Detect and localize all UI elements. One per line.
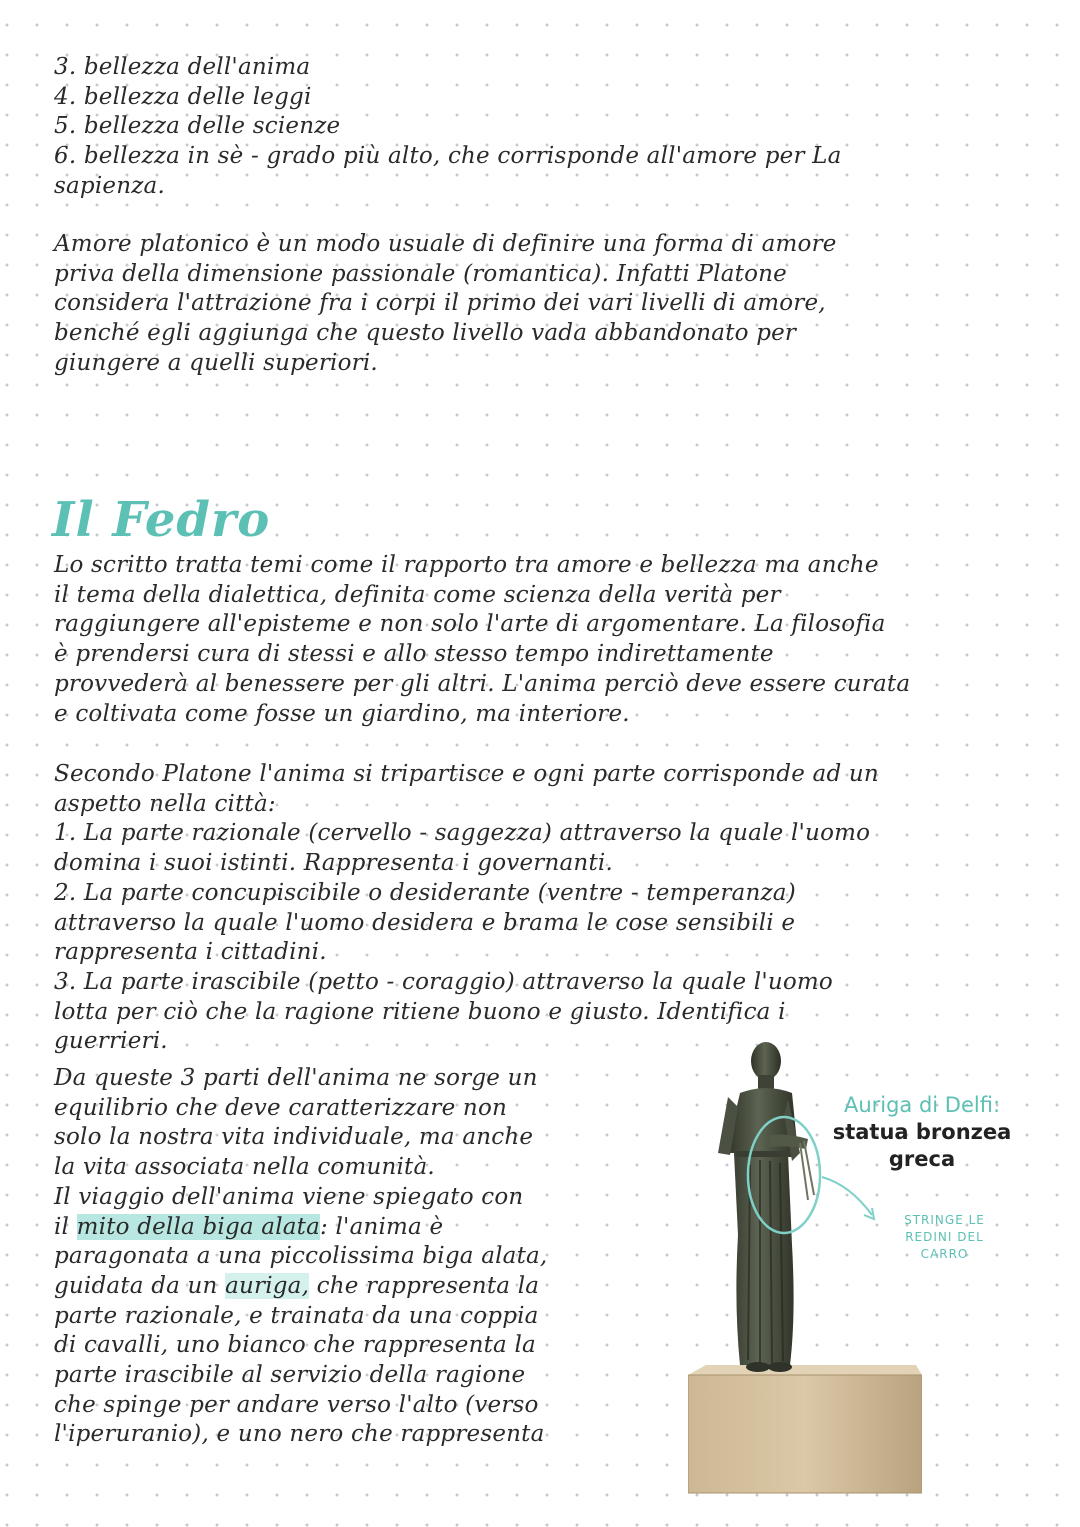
text-line: paragonata a una piccolissima biga alata, — [54, 1243, 548, 1270]
annotation-line: REDINI DEL — [905, 1230, 984, 1244]
text-line: e coltivata come fosse un giardino, ma interiore. — [54, 700, 630, 727]
text-line: aspetto nella città: — [54, 790, 276, 817]
text-fragment: il — [54, 1213, 77, 1240]
caption-title: Auriga di Delfi: — [843, 1093, 1001, 1117]
text-line: provvederà al benessere per gli altri. L'anima perciò deve essere curata — [54, 670, 911, 697]
text-line: considera l'attrazione fra i corpi il primo dei vari livelli di amore, — [54, 290, 826, 317]
fedro-paragraph — [54, 551, 910, 729]
text-line: che spinge per andare verso l'alto (verso — [54, 1391, 539, 1418]
annotation-line: CARRO — [920, 1247, 969, 1261]
text-line: attraverso la quale l'uomo desidera e brama le cose sensibili e — [54, 909, 796, 936]
caption-line: statua bronzea — [832, 1120, 1012, 1144]
text-fragment: guidata da un — [54, 1272, 226, 1299]
text-fragment: : l'anima è — [320, 1213, 444, 1240]
text-line: Amore platonico è un modo usuale di definire una forma di amore — [54, 231, 837, 257]
winged-chariot-paragraph — [54, 1064, 547, 1450]
text-line: Il viaggio dell'anima viene spiegato con — [54, 1183, 524, 1210]
text-line: solo la nostra vita individuale, ma anche — [54, 1124, 534, 1151]
text-line: priva della dimensione passionale (romantica). Infatti Platone — [54, 260, 787, 287]
statue-caption — [822, 1092, 1022, 1173]
section-title: Il Fedro — [52, 492, 271, 548]
text-line: Lo scritto tratta temi come il rapporto tra amore e bellezza ma anche — [54, 552, 879, 578]
text-line: l'iperuranio), e uno nero che rappresenta — [54, 1421, 545, 1448]
text-line: il tema della dialettica, definita come scienza della verità per — [54, 581, 781, 608]
text-line — [54, 1213, 547, 1243]
highlight-mito: mito della biga alata — [76, 1213, 321, 1240]
annotation-line: STRINGE LE — [904, 1213, 985, 1227]
text-line: benché egli aggiunga che questo livello vada abbandonato per — [54, 320, 797, 347]
text-line: 2. La parte concupiscibile o desiderante (ventre - temperanza) — [54, 879, 796, 906]
text-line: la vita associata nella comunità. — [54, 1154, 435, 1181]
text-line: giungere a quelli superiori. — [54, 349, 378, 376]
text-line: lotta per ciò che la ragione ritiene buono e giusto. Identifica i — [54, 998, 786, 1025]
text-line: parte razionale, e trainata da una coppia — [54, 1302, 539, 1329]
highlight-ellipse — [748, 1117, 820, 1233]
text-line: è prendersi cura di stessi e allo stesso tempo indirettamente — [54, 641, 774, 668]
text-line: domina i suoi istinti. Rappresenta i governanti. — [54, 850, 613, 877]
tripartite-soul-paragraph — [54, 760, 879, 1057]
text-line: raggiungere all'episteme e non solo l'arte di argomentare. La filosofia — [54, 611, 886, 638]
text-line: 3. La parte irascibile (petto - coraggio) attraverso la quale l'uomo — [54, 968, 833, 995]
beauty-levels-list — [54, 53, 842, 202]
text-line — [54, 1272, 547, 1302]
text-line: 1. La parte razionale (cervello - saggezza) attraverso la quale l'uomo — [54, 820, 871, 847]
text-fragment: che rappresenta la — [309, 1272, 540, 1299]
list-item: 3. bellezza dell'anima — [54, 54, 311, 80]
list-item: 4. bellezza delle leggi — [54, 83, 312, 110]
text-line: Secondo Platone l'anima si tripartisce e ogni parte corrisponde ad un — [54, 761, 879, 787]
text-line: rappresenta i cittadini. — [54, 939, 327, 966]
reins-annotation — [862, 1212, 1027, 1263]
caption-line: greca — [888, 1147, 956, 1171]
highlight-auriga: auriga, — [225, 1272, 310, 1299]
list-item: sapienza. — [54, 172, 165, 199]
list-item: 5. bellezza delle scienze — [54, 113, 341, 140]
text-line: parte irascibile al servizio della ragione — [54, 1362, 526, 1389]
text-line: di cavalli, uno bianco che rappresenta la — [54, 1332, 536, 1359]
arrow-line — [822, 1177, 872, 1215]
list-item: 6. bellezza in sè - grado più alto, che corrisponde all'amore per La — [54, 143, 842, 170]
text-line: Da queste 3 parti dell'anima ne sorge un — [54, 1065, 538, 1091]
text-line: equilibrio che deve caratterizzare non — [54, 1094, 508, 1121]
platonic-love-paragraph — [54, 230, 837, 379]
text-line: guerrieri. — [54, 1028, 168, 1055]
